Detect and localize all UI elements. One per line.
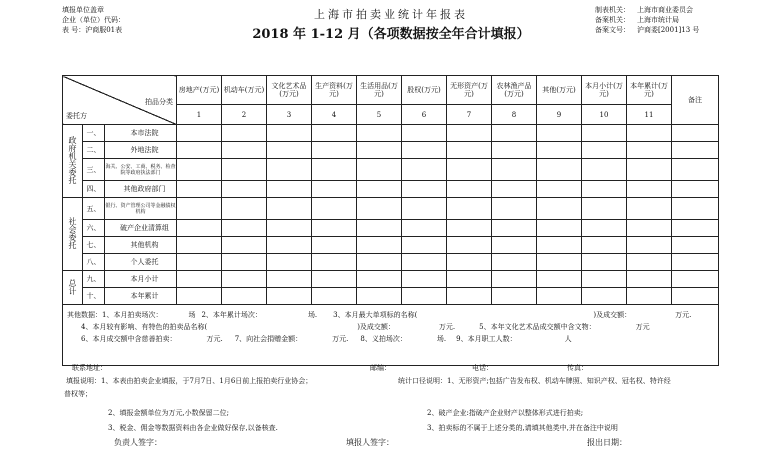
col-number: 8 <box>492 105 537 125</box>
report-title: 上海市拍卖业统计年报表 <box>314 8 468 21</box>
table-row <box>63 142 719 159</box>
org-code-label: 企业（单位）代码： <box>62 16 125 24</box>
table-row <box>63 181 719 198</box>
col-number: 9 <box>537 105 582 125</box>
fax-label: 传真： <box>567 364 588 372</box>
row-number: 八、 <box>83 254 105 271</box>
client-axis-label: 委托方 <box>66 112 87 120</box>
col-header: 机动车(万元) <box>222 76 267 105</box>
notes-line-1b: 普权等； <box>64 390 92 398</box>
group-total-label: 总 计 <box>63 271 83 305</box>
col-number: 5 <box>357 105 402 125</box>
filing-number-line: 备案文号： 沪商委[2001]13 号 <box>595 26 700 34</box>
col-header: 农林渔产品(万元) <box>492 76 537 105</box>
row-number: 一、 <box>83 125 105 142</box>
row-number: 四、 <box>83 181 105 198</box>
col-number: 6 <box>402 105 447 125</box>
col-header: 其他(万元) <box>537 76 582 105</box>
row-number: 三、 <box>83 159 105 181</box>
stat-scope-line-1: 统计口径说明：1、无形资产;包括广告发布权、机动车牌照、知识产权、冠名权、特许经 <box>398 377 671 385</box>
col-number: 11 <box>627 105 672 125</box>
report-subtitle: 2018 年 1-12 月（各项数据按全年合计填报） <box>252 27 530 42</box>
row-label: 破产企业清算组 <box>105 220 177 237</box>
other-data-cell <box>63 305 719 366</box>
statistics-table <box>62 75 719 366</box>
other-data-line-2: 4、本月较有影响、有特色的拍卖品名称( )及成交额： 万元. 5、本年文化艺术品成交额中含文物： 万元 <box>81 323 650 331</box>
col-number: 7 <box>447 105 492 125</box>
group-social-label: 社 会 委 托 <box>63 198 83 271</box>
row-label: 本月小计 <box>105 271 177 288</box>
postcode-label: 邮编： <box>370 364 391 372</box>
row-number: 二、 <box>83 142 105 159</box>
col-number: 4 <box>312 105 357 125</box>
stat-scope-line-2: 2、破产企业:指破产企业财产以整体形式进行拍卖; <box>427 409 584 417</box>
col-header: 无形资产(万元) <box>447 76 492 105</box>
table-row <box>63 198 719 220</box>
row-number: 五、 <box>83 198 105 220</box>
notes-line-1: 填报说明：1、本表由拍卖企业填报，于7月7日、1月6日前上报拍卖行业协会； <box>66 377 313 385</box>
issuer-line: 制表机关： 上海市商业委员会 <box>595 6 693 14</box>
report-date-label: 报出日期： <box>587 438 627 447</box>
col-header: 股权(万元) <box>402 76 447 105</box>
group-gov-label: 政 府 机 关 委 托 <box>63 125 83 198</box>
form-number-label: 表 号：沪商服01表 <box>62 26 123 34</box>
other-data-line-1: 其他数据：1、本月拍卖场次： 场 2、本年累计场次： 场. 3、本月最大单项标的名称( )及成交额： 万元. <box>67 311 692 319</box>
col-number: 2 <box>222 105 267 125</box>
row-label: 外地法院 <box>105 142 177 159</box>
col-header: 本月小计(万元) <box>582 76 627 105</box>
col-header: 生活用品(万元) <box>357 76 402 105</box>
filing-authority-line: 备案机关： 上海市统计局 <box>595 16 679 24</box>
head-signature-label: 负责人签字： <box>114 438 162 447</box>
stamp-label: 填报单位盖章 <box>62 6 104 14</box>
header-right-info <box>595 5 699 35</box>
col-header: 生产资料(万元) <box>312 76 357 105</box>
phone-label: 电话： <box>472 364 493 372</box>
table-row <box>63 237 719 254</box>
row-number: 十、 <box>83 288 105 305</box>
other-data-row <box>63 305 719 366</box>
row-label: 本市法院 <box>105 125 177 142</box>
row-label: 个人委托 <box>105 254 177 271</box>
row-label: 海关、公安、工商、税务、检查院等政府执法部门 <box>105 159 177 181</box>
notes-line-3: 3、税金、佣金等数据资料由各企业做好保存,以备核查. <box>108 424 278 432</box>
row-number: 六、 <box>83 220 105 237</box>
table-row <box>63 288 719 305</box>
col-header-remarks: 备注 <box>672 76 719 125</box>
stat-scope-line-3: 3、拍卖标的不属于上述分类的,请填其他类中,并在备注中说明 <box>427 424 618 432</box>
header-row <box>63 76 719 105</box>
table-row <box>63 159 719 181</box>
col-header: 文化艺术品(万元) <box>267 76 312 105</box>
row-label: 其他政府部门 <box>105 181 177 198</box>
col-number: 1 <box>177 105 222 125</box>
row-label: 本年累计 <box>105 288 177 305</box>
col-header: 房地产(万元) <box>177 76 222 105</box>
filler-signature-label: 填报人签字： <box>346 438 394 447</box>
col-header: 本年累计(万元) <box>627 76 672 105</box>
table-row <box>63 220 719 237</box>
row-label: 银行、资产管理公司等金融债权机构 <box>105 198 177 220</box>
contact-address-label: 联系地址： <box>72 364 107 372</box>
category-axis-label: 拍品分类 <box>145 98 174 106</box>
col-number: 10 <box>582 105 627 125</box>
table-row <box>63 125 719 142</box>
table-row <box>63 271 719 288</box>
row-number: 七、 <box>83 237 105 254</box>
other-data-line-3: 6、本月成交额中含慈善拍卖： 万元. 7、向社会捐赠金额： 万元. 8、义拍场次： 场. 9、本月职工人数： 人 <box>81 335 572 343</box>
diagonal-header <box>63 76 177 125</box>
row-number: 九、 <box>83 271 105 288</box>
col-number: 3 <box>267 105 312 125</box>
row-label: 其他机构 <box>105 237 177 254</box>
notes-line-2: 2、填报金额单位为万元,小数保留二位; <box>108 409 230 417</box>
table-row <box>63 254 719 271</box>
